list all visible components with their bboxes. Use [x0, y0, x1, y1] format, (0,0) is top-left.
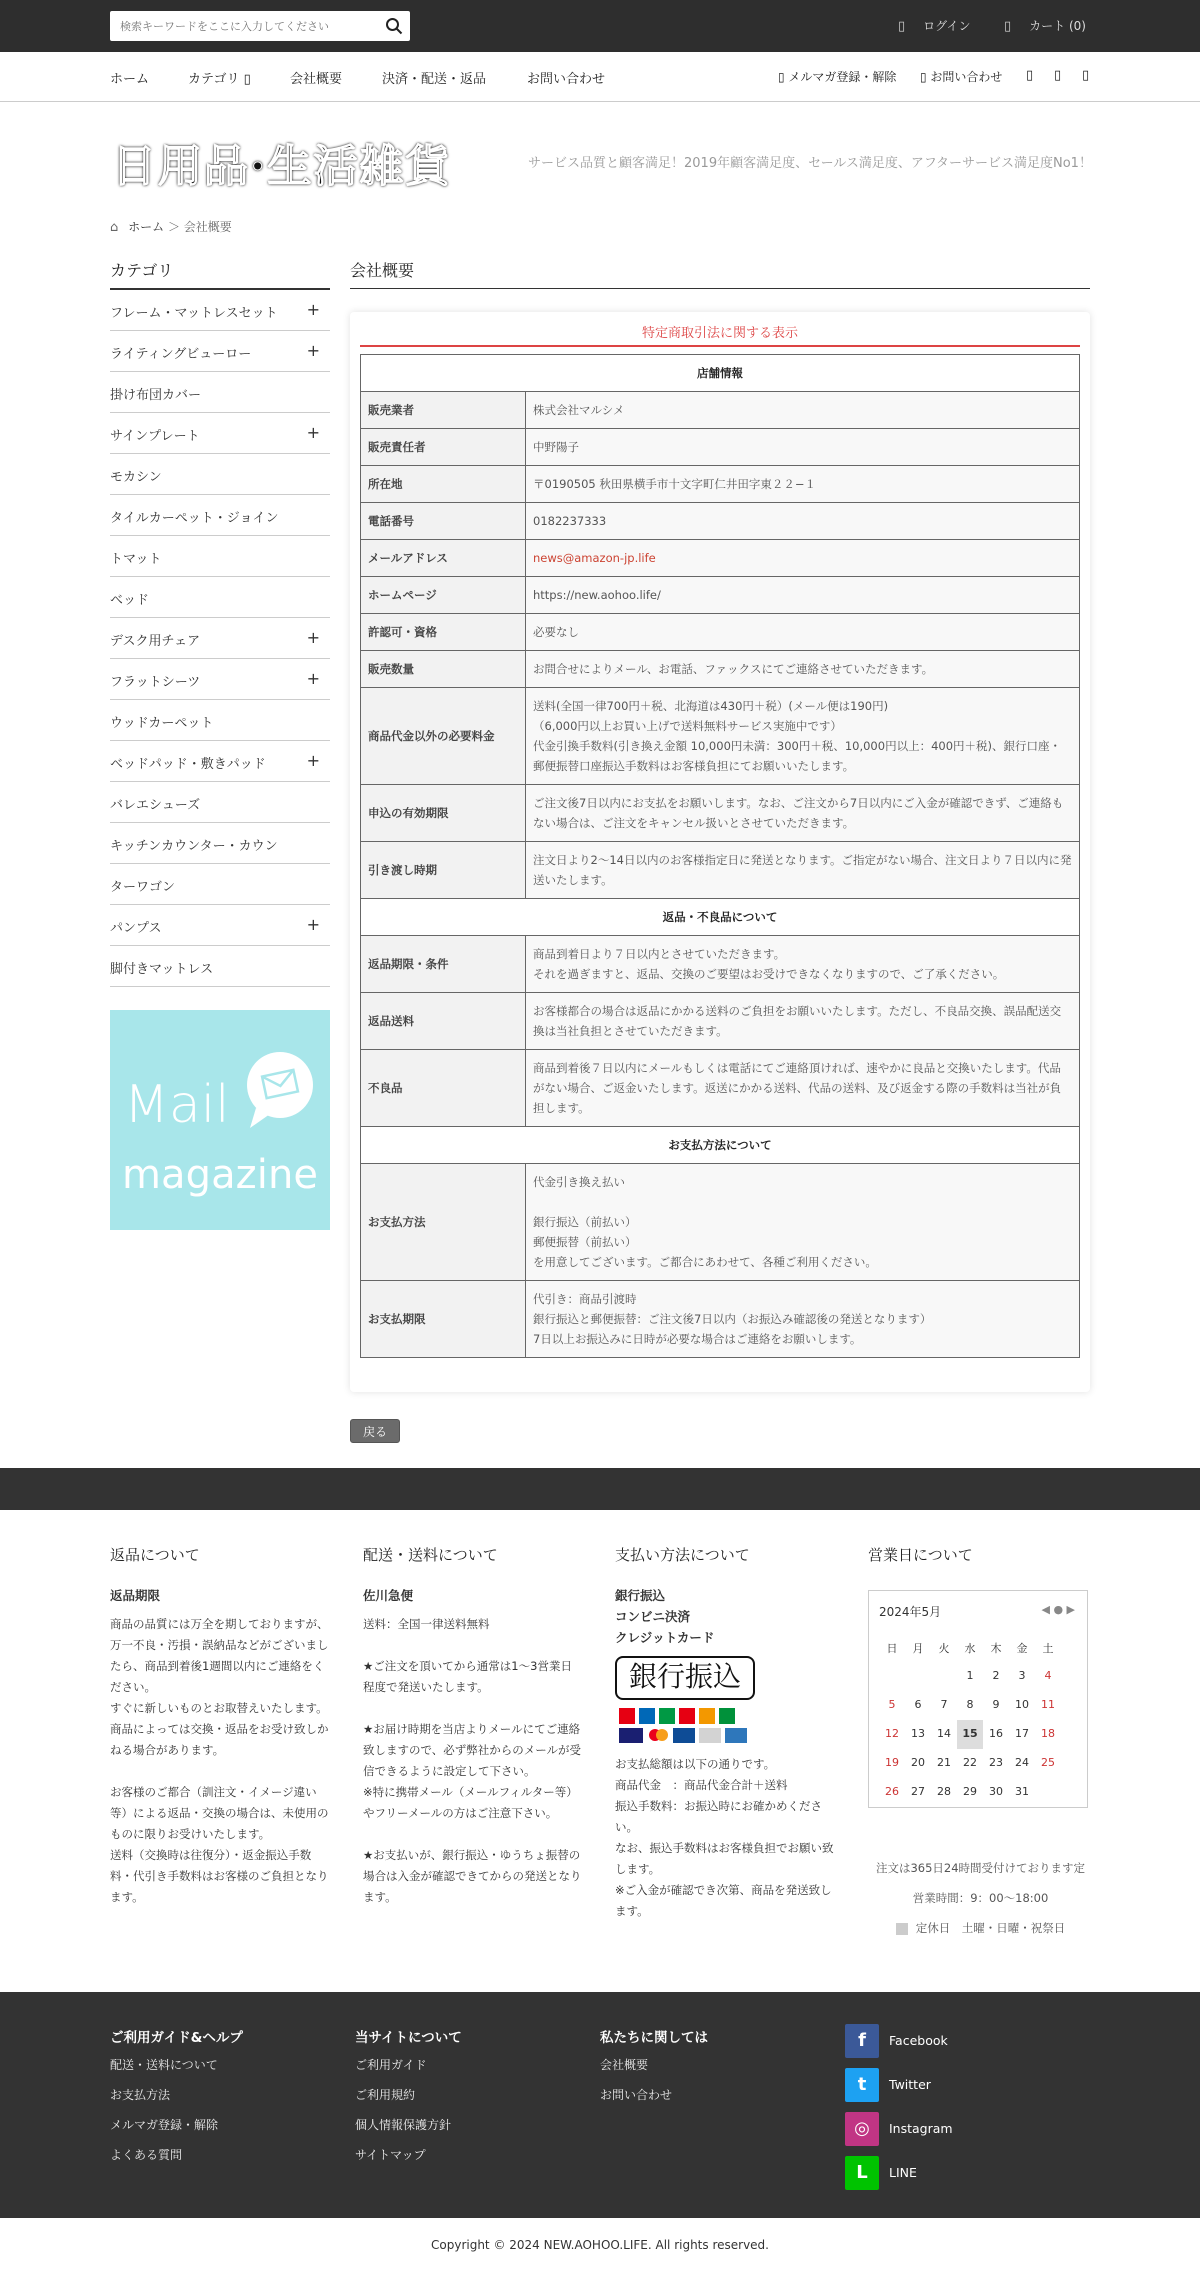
page-title: 会社概要	[350, 261, 415, 280]
business-title: 営業日について	[868, 1546, 973, 1564]
breadcrumb-home[interactable]: ホーム	[128, 220, 165, 234]
footer-link[interactable]: サイトマップ	[355, 2148, 426, 2162]
table-row	[361, 688, 1080, 785]
row-value	[526, 936, 1080, 993]
table-row	[361, 842, 1080, 899]
social-label: LINE	[889, 2165, 917, 2180]
payment-text	[615, 1754, 835, 1922]
category-item[interactable]	[110, 290, 330, 331]
calendar-notes	[868, 1853, 1093, 1943]
category-label: ターワゴン	[110, 880, 176, 895]
table-row	[361, 577, 1080, 614]
payment-method-2: コンビニ決済	[615, 1609, 691, 1624]
expand-plus-icon[interactable]: +	[306, 751, 320, 770]
footer-link[interactable]: お支払方法	[110, 2088, 171, 2102]
shipping-text	[363, 1614, 583, 1908]
table-row	[361, 429, 1080, 466]
footer-link[interactable]: お問い合わせ	[600, 2088, 673, 2102]
row-label: 販売責任者	[361, 429, 526, 466]
row-value	[526, 1164, 1080, 1281]
nav-category[interactable]: カテゴリ ▯	[188, 72, 251, 87]
banner-line2: magazine	[122, 1152, 318, 1198]
nav-contact[interactable]: お問い合わせ	[527, 72, 606, 87]
calendar-empty	[905, 1662, 931, 1691]
shipping-sub: 佐川急便	[363, 1588, 414, 1603]
row-value: お問合せによりメール、お電話、ファックスにてご連絡させていただきます。	[526, 651, 1080, 688]
category-label: ベッドパッド・敷きパッド	[110, 757, 266, 772]
calendar-day: 10	[1015, 1698, 1029, 1711]
row-label: 不良品	[361, 1050, 526, 1127]
expand-plus-icon[interactable]: +	[306, 669, 320, 688]
table-row	[361, 936, 1080, 993]
row-value: 商品到着後７日以内にメールもしくは電話にてご連絡頂ければ、速やかに良品と交換いたします。代品がない場合、ご返金いたします。返送にかかる送料、代品の送料、及び返金する際の手数料は当社が負担します。	[526, 1050, 1080, 1127]
category-label: ライティングビューロー	[110, 347, 252, 362]
category-item[interactable]	[110, 905, 330, 946]
weekday-header: 月	[912, 1642, 924, 1655]
text-line: お支払総額は以下の通りです。	[615, 1757, 776, 1771]
table-row	[361, 1281, 1080, 1358]
login-link[interactable]	[898, 17, 971, 34]
calendar-day: 23	[989, 1756, 1003, 1769]
category-item[interactable]	[110, 864, 330, 905]
search-input[interactable]	[110, 11, 370, 41]
category-item[interactable]	[110, 577, 330, 618]
category-label: フレーム・マットレスセット	[110, 306, 278, 321]
social-label: Facebook	[889, 2033, 948, 2048]
text-line	[363, 1635, 583, 1656]
returns-column	[110, 1545, 330, 1908]
calendar-note-3	[868, 1913, 1093, 1943]
social-label: Instagram	[889, 2121, 953, 2136]
breadcrumb	[110, 218, 232, 235]
row-value	[526, 688, 1080, 785]
calendar-day: 25	[1041, 1756, 1055, 1769]
category-item[interactable]	[110, 823, 330, 864]
footer-link[interactable]: 配送・送料について	[110, 2058, 218, 2072]
payment-method-3: クレジットカード	[615, 1630, 715, 1645]
row-value: 〒0190505 秋田県横手市十文字町仁井田字東２２−１	[526, 466, 1080, 503]
mail-magazine-icon	[110, 1010, 330, 1230]
text-line: なお、振込手数料はお客様負担でお願い致します。	[615, 1841, 834, 1876]
social-icon-3[interactable]: ▯	[1082, 68, 1090, 83]
row-value-line: 送料(全国一律700円＋税、北海道は430円＋税）(メール便は190円)	[533, 699, 889, 713]
calendar-day: 3	[1018, 1669, 1026, 1682]
calendar-day: 22	[963, 1756, 977, 1769]
category-label: 脚付きマットレス	[110, 962, 214, 977]
social-link-facebook[interactable]	[845, 2024, 1045, 2060]
row-value	[526, 1281, 1080, 1358]
calendar-day: 4	[1044, 1669, 1052, 1682]
table-row	[361, 540, 1080, 577]
category-label: サインプレート	[110, 429, 200, 444]
bank-transfer-stamp: 銀行振込	[615, 1656, 755, 1700]
table-row	[361, 785, 1080, 842]
text-line: ★お届け時期を当店よりメールにてご連絡致しますので、必ず弊社からのメールが受信できるように設定して下さい。	[363, 1722, 582, 1778]
breadcrumb-current: 会社概要	[183, 220, 232, 234]
nav-home[interactable]: ホーム	[110, 72, 150, 87]
payment-method-1: 銀行振込	[615, 1588, 666, 1603]
calendar-day: 12	[885, 1727, 899, 1740]
row-label: お支払期限	[361, 1281, 526, 1358]
category-label: トマット	[110, 552, 162, 567]
row-value-line: それを過ぎますと、返品、交換のご要望はお受けできなくなりますので、ご了承ください。	[533, 967, 1005, 981]
calendar-day: 27	[911, 1785, 925, 1798]
row-label: お支払方法	[361, 1164, 526, 1281]
mail-icon: ▯	[778, 70, 789, 84]
calendar-day: 6	[914, 1698, 922, 1711]
row-value-line: を用意してございます。ご都合にあわせて、各種ご利用ください。	[533, 1255, 877, 1269]
about-title: 私たちに関しては	[600, 2030, 708, 2046]
nav-company[interactable]: 会社概要	[290, 72, 343, 87]
row-label: 申込の有効期限	[361, 785, 526, 842]
weekday-header: 木	[990, 1642, 1002, 1655]
row-value: news@amazon-jp.life	[526, 540, 1080, 577]
guide-title: ご利用ガイド&ヘルプ	[110, 2030, 243, 2046]
category-item[interactable]	[110, 618, 330, 659]
row-label: 商品代金以外の必要料金	[361, 688, 526, 785]
row-label: 販売業者	[361, 392, 526, 429]
calendar-day: 5	[888, 1698, 896, 1711]
calendar-day: 2	[992, 1669, 1000, 1682]
calendar-month: 2024年5月	[879, 1605, 942, 1619]
site-logo[interactable]: 日用品·生活雑貨	[112, 141, 452, 192]
row-value: 中野陽子	[526, 429, 1080, 466]
text-line: 送料：全国一律送料無料	[363, 1617, 490, 1631]
calendar-day: 20	[911, 1756, 925, 1769]
banner-line1: Mail	[124, 1075, 230, 1135]
text-line: 商品の品質には万全を期しておりますが、万一不良・汚損・誤納品などがございましたら、商品到着後1週間以内にご連絡をください。	[110, 1617, 329, 1694]
shipping-column	[363, 1545, 583, 1908]
calendar-day: 28	[937, 1785, 951, 1798]
expand-plus-icon[interactable]: +	[306, 628, 320, 647]
weekday-header: 日	[886, 1642, 898, 1655]
text-line: 送料（交換時は往復分）・返金振込手数料・代引き手数料はお客様のご負担となります。	[110, 1848, 329, 1904]
business-column	[868, 1545, 1088, 1585]
category-item[interactable]	[110, 700, 330, 741]
row-value-line: 郵便振替（前払い）	[533, 1235, 637, 1249]
category-item[interactable]	[110, 454, 330, 495]
title-divider	[350, 288, 1090, 289]
text-line: すぐに新しいものとお取替えいたします。	[110, 1701, 328, 1715]
calendar-note-2: 営業時間：9：00〜18:00	[912, 1891, 1049, 1905]
calendar-day: 29	[963, 1785, 977, 1798]
nav-newsletter-label: メルマガ登録・解除	[788, 70, 897, 84]
category-label: ウッドカーペット	[110, 716, 214, 731]
home-icon[interactable]: ⌂	[110, 220, 119, 235]
login-label: ログイン	[923, 19, 971, 33]
footer-link[interactable]: ご利用規約	[355, 2088, 416, 2102]
expand-plus-icon[interactable]: +	[306, 915, 320, 934]
returns-text	[110, 1614, 330, 1908]
category-item[interactable]	[110, 741, 330, 782]
section-row	[361, 355, 1080, 392]
back-button[interactable]: 戻る	[350, 1419, 400, 1443]
row-value: https://new.aohoo.life/	[526, 577, 1080, 614]
text-line	[110, 1761, 330, 1782]
search-icon[interactable]	[385, 17, 403, 35]
top-bar	[0, 0, 1200, 52]
search-box	[110, 11, 410, 41]
category-item[interactable]	[110, 782, 330, 823]
nav-payment-shipping[interactable]: 決済・配送・返品	[382, 72, 487, 87]
row-value-line: （6,000円以上お買い上げで送料無料サービス実施中です）	[533, 719, 842, 733]
category-item[interactable]	[110, 659, 330, 700]
footer-link[interactable]: 会社概要	[600, 2058, 649, 2072]
category-item[interactable]	[110, 536, 330, 577]
section-heading: 店舗情報	[361, 355, 1080, 392]
company-info-table	[360, 354, 1080, 1358]
social-icon-2[interactable]: ▯	[1054, 68, 1062, 83]
calendar-day: 8	[966, 1698, 974, 1711]
category-label: パンプス	[110, 921, 162, 936]
social-link-instagram[interactable]	[845, 2112, 1045, 2148]
category-label: ベッド	[110, 593, 150, 608]
row-value: 株式会社マルシメ	[526, 392, 1080, 429]
table-row	[361, 392, 1080, 429]
main-nav	[0, 52, 1200, 102]
footer-link[interactable]: メルマガ登録・解除	[110, 2118, 219, 2132]
text-line: ※特に携帯メール（メールフィルター等）やフリーメールの方はご注意下さい。	[363, 1785, 578, 1820]
calendar-day: 11	[1041, 1698, 1055, 1711]
returns-title: 返品について	[110, 1546, 200, 1564]
expand-plus-icon[interactable]: +	[306, 300, 320, 319]
line-icon: L	[845, 2156, 879, 2190]
calendar-nav[interactable]: ◀ ● ▶	[1041, 1603, 1075, 1616]
shipping-title: 配送・送料について	[363, 1546, 498, 1564]
calendar-day: 16	[989, 1727, 1003, 1740]
row-label: ホームページ	[361, 577, 526, 614]
category-item[interactable]	[110, 331, 330, 372]
expand-plus-icon[interactable]: +	[306, 341, 320, 360]
expand-plus-icon[interactable]: +	[306, 423, 320, 442]
text-line: 商品代金 ：商品代金合計＋送料	[615, 1778, 788, 1792]
payment-column	[615, 1545, 835, 1922]
table-row	[361, 503, 1080, 540]
table-row	[361, 614, 1080, 651]
section-heading: 返品・不良品について	[361, 899, 1080, 936]
phone-icon: ▯	[920, 70, 931, 84]
category-label: モカシン	[110, 470, 162, 485]
sidebar-title: カテゴリ	[110, 261, 174, 280]
nav-newsletter[interactable]	[778, 68, 896, 85]
section-row	[361, 899, 1080, 936]
calendar-empty	[879, 1662, 905, 1691]
table-row	[361, 466, 1080, 503]
category-label: キッチンカウンター・カウン	[110, 839, 278, 854]
site-column	[355, 2026, 462, 2170]
row-value: 0182237333	[526, 503, 1080, 540]
text-line	[363, 1824, 583, 1845]
text-line	[363, 1698, 583, 1719]
category-label: デスク用チェア	[110, 634, 201, 649]
footer-band	[0, 1468, 1200, 1510]
calendar-day: 24	[1015, 1756, 1029, 1769]
category-label: タイルカーペット・ジョイン	[110, 511, 279, 526]
row-label: メールアドレス	[361, 540, 526, 577]
category-item[interactable]	[110, 495, 330, 536]
row-value-line	[533, 1192, 1072, 1212]
calendar-day: 17	[1015, 1727, 1029, 1740]
category-label: 掛け布団カバー	[110, 388, 202, 403]
row-value-line: 銀行振込と郵便振替：ご注文後7日以内（お振込み確認後の発送となります）	[533, 1312, 932, 1326]
cart-label: カート (0)	[1029, 19, 1086, 33]
site-tagline: サービス品質と顧客満足！2019年顧客満足度、セールス満足度、アフターサービス満足度No1！	[528, 156, 1092, 171]
row-label: 所在地	[361, 466, 526, 503]
row-label: 販売数量	[361, 651, 526, 688]
social-link-line[interactable]	[845, 2156, 1045, 2192]
row-value: 必要なし	[526, 614, 1080, 651]
row-label: 許認可・資格	[361, 614, 526, 651]
calendar-day: 18	[1041, 1727, 1055, 1740]
holiday-legend-label: 定休日 土曜・日曜・祝祭日	[915, 1921, 1066, 1935]
row-value-line: 商品到着日より７日以内とさせていただきます。	[533, 947, 786, 961]
footer-link[interactable]: 個人情報保護方針	[355, 2118, 452, 2132]
social-label: Twitter	[889, 2077, 931, 2092]
business-calendar	[868, 1590, 1088, 1808]
calendar-empty	[931, 1662, 957, 1691]
about-column	[600, 2026, 708, 2110]
social-link-twitter[interactable]	[845, 2068, 1045, 2104]
company-info-card	[350, 312, 1090, 1392]
mail-magazine-banner[interactable]	[110, 1010, 330, 1230]
text-line: ★ご注文を頂いてから通常は1〜3営業日程度で発送いたします。	[363, 1659, 572, 1694]
row-value-line: 代金引き換え払い	[533, 1175, 625, 1189]
footer-link[interactable]: ご利用ガイド	[355, 2058, 427, 2072]
calendar-day: 26	[885, 1785, 899, 1798]
twitter-icon: t	[845, 2068, 879, 2102]
footer-link[interactable]: よくある質問	[110, 2148, 183, 2162]
nav-contact-right-label: お問い合わせ	[930, 70, 1003, 84]
table-row	[361, 1050, 1080, 1127]
nav-contact-right[interactable]	[920, 68, 1002, 85]
table-row	[361, 993, 1080, 1050]
social-icon-1[interactable]: ▯	[1026, 68, 1034, 83]
row-value: お客様都合の場合は返品にかかる送料のご負担をお願いいたします。ただし、不良品交換、誤品配送交換は当社負担とさせていただきます。	[526, 993, 1080, 1050]
calendar-day: 15	[957, 1720, 983, 1749]
dark-footer	[0, 1992, 1200, 2218]
calendar-day: 1	[966, 1669, 974, 1682]
row-label: 返品送料	[361, 993, 526, 1050]
calendar-day: 19	[885, 1756, 899, 1769]
row-value: 注文日より2〜14日以内のお客様指定日に発送となります。ご指定がない場合、注文日より７日以内に発送いたします。	[526, 842, 1080, 899]
text-line: 振込手数料：お振込時にお確かめください。	[615, 1799, 822, 1834]
calendar-day: 9	[992, 1698, 1000, 1711]
section-heading: お支払方法について	[361, 1127, 1080, 1164]
instagram-icon: ◎	[845, 2112, 879, 2146]
calendar-note-1: 注文は365日24時間受付けております定	[875, 1861, 1086, 1875]
guide-column	[110, 2026, 243, 2170]
text-line: ★お支払いが、銀行振込・ゆうちょ振替の場合は入金が確認できてからの発送となります。	[363, 1848, 582, 1904]
row-value-line: 7日以上お振込みに日時が必要な場合はご連絡をお願いします。	[533, 1332, 862, 1346]
text-line: ※ご入金が確認でき次第、商品を発送致します。	[615, 1883, 832, 1918]
calendar-grid	[879, 1633, 1061, 1807]
site-title: 当サイトについて	[355, 2030, 462, 2046]
category-item[interactable]	[110, 372, 330, 413]
table-row	[361, 1164, 1080, 1281]
section-row	[361, 1127, 1080, 1164]
calendar-day: 21	[937, 1756, 951, 1769]
table-row	[361, 651, 1080, 688]
row-value-line: 銀行振込（前払い）	[533, 1215, 637, 1229]
weekday-header: 火	[938, 1642, 950, 1655]
breadcrumb-sep: ＞	[167, 220, 180, 234]
calendar-day: 14	[937, 1727, 951, 1740]
category-item[interactable]	[110, 946, 330, 987]
row-label: 電話番号	[361, 503, 526, 540]
user-icon: ▯	[898, 19, 906, 34]
payment-title: 支払い方法について	[615, 1546, 750, 1564]
table-title: 特定商取引法に関する表示	[360, 322, 1080, 347]
weekday-header: 土	[1042, 1642, 1054, 1655]
row-label: 引き渡し時期	[361, 842, 526, 899]
weekday-header: 水	[964, 1642, 976, 1655]
category-label: バレエシューズ	[110, 798, 201, 813]
text-line: お客様のご都合（訓注文・イメージ違い等）による返品・交換の場合は、未使用のものに限りお受けいたします。	[110, 1785, 329, 1841]
row-value-line: 代引き：商品引渡時	[533, 1292, 637, 1306]
returns-sub: 返品期限	[110, 1588, 161, 1603]
weekday-header: 金	[1016, 1642, 1028, 1655]
calendar-day: 13	[911, 1727, 925, 1740]
copyright: Copyright © 2024 NEW.AOHOO.LIFE. All rights reserved.	[431, 2238, 769, 2252]
cart-icon: ▯	[1004, 19, 1012, 34]
category-item[interactable]	[110, 413, 330, 454]
calendar-day: 30	[989, 1785, 1003, 1798]
holiday-legend-swatch	[896, 1923, 908, 1935]
convenience-store-logos	[615, 1706, 755, 1746]
row-value: ご注文後7日以内にお支払をお願いします。なお、ご注文から7日以内にご入金が確認できず、ご連絡もない場合は、ご注文をキャンセル扱いとさせていただきます。	[526, 785, 1080, 842]
calendar-day: 31	[1015, 1785, 1029, 1798]
text-line: 商品によっては交換・返品をお受け致しかねる場合があります。	[110, 1722, 329, 1757]
facebook-icon: f	[845, 2024, 879, 2058]
calendar-day: 7	[940, 1698, 948, 1711]
category-label: フラットシーツ	[110, 675, 201, 690]
row-value-line: 代金引換手数料(引き換え金額 10,000円未満：300円＋税、10,000円以上：400円＋税)、銀行口座・郵便振替口座振込手数料はお客様負担にてお願いいたします。	[533, 739, 1062, 773]
cart-link[interactable]	[1004, 17, 1086, 34]
row-label: 返品期限・条件	[361, 936, 526, 993]
